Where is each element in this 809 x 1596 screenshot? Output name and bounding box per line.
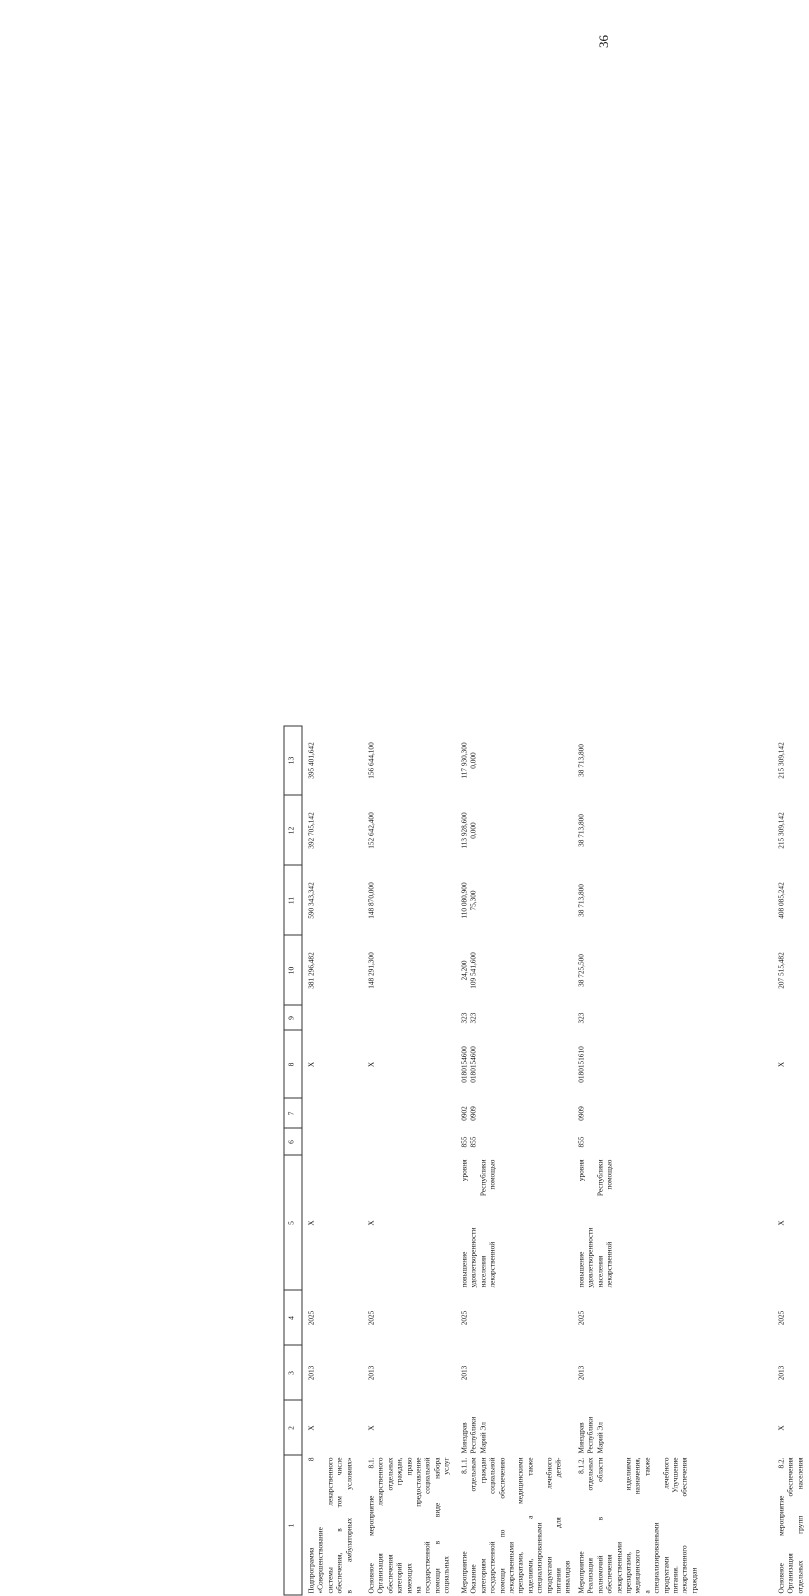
budget-table bbox=[284, 726, 809, 1596]
start-year-cell: 2013 bbox=[776, 1365, 786, 1381]
col-header-1: 1 bbox=[286, 1523, 296, 1528]
page-number: 36 bbox=[596, 35, 611, 48]
executor-cell: X bbox=[366, 1425, 376, 1431]
col-header-6: 6 bbox=[286, 1140, 296, 1144]
program-name-cell: Подпрограмма 8 «Совершенствование системы лекарственного обеспечения, в том числе в амбулаторных условиях» bbox=[306, 1457, 354, 1594]
end-year-cell: 2025 bbox=[459, 1310, 469, 1326]
start-year-cell: 2013 bbox=[459, 1365, 469, 1381]
header-rule bbox=[302, 726, 303, 1596]
program-name-cell: Мероприятие 8.1.1. Оказание отдельным категориям граждан государственной социальной помощи по обеспечению лекарственными препаратами, медицинскими изделиями, а также специализированными продуктами лечебного питания для детей- инвалидов bbox=[459, 1457, 572, 1594]
target-article-cell: X bbox=[306, 1061, 316, 1068]
amount-cell: 148 291,300 bbox=[366, 952, 376, 989]
amount-cell: 117 930,300 0,000 bbox=[459, 742, 478, 779]
amount-cell: 156 644,100 bbox=[366, 742, 376, 779]
col-header-9: 9 bbox=[286, 1016, 296, 1020]
col-header-5: 5 bbox=[286, 1221, 296, 1225]
amount-cell: 215 309,142 bbox=[776, 742, 786, 779]
executor-cell: X bbox=[776, 1425, 786, 1431]
amount-cell: 110 080,900 75,300 bbox=[459, 882, 478, 919]
executor-cell: X bbox=[306, 1425, 316, 1431]
target-article-cell: X bbox=[776, 1061, 786, 1068]
start-year-cell: 2013 bbox=[306, 1365, 316, 1381]
amount-cell: 392 705,142 bbox=[306, 812, 316, 849]
ministry-code-cell: 855 855 bbox=[459, 1136, 478, 1148]
amount-cell: 38 725,500 bbox=[576, 954, 586, 987]
end-year-cell: 2025 bbox=[776, 1310, 786, 1326]
expense-type-cell: 323 323 bbox=[459, 1012, 478, 1024]
section-code-cell: 0909 bbox=[576, 1106, 586, 1121]
amount-cell: 381 296,482 bbox=[306, 952, 316, 989]
expected-result-cell: X bbox=[366, 1220, 376, 1226]
col-header-11: 11 bbox=[286, 896, 296, 905]
amount-cell: 38 713,800 bbox=[576, 744, 586, 777]
ministry-code-cell: 855 bbox=[576, 1136, 586, 1148]
end-year-cell: 2025 bbox=[366, 1310, 376, 1326]
executor-cell: Минздрав Республики Марий Эл bbox=[459, 1416, 488, 1454]
col-header-12: 12 bbox=[286, 826, 296, 835]
amount-cell: 38 713,800 bbox=[576, 884, 586, 917]
target-article-cell: 0180151610 bbox=[576, 1046, 586, 1083]
amount-cell: 408 085,242 bbox=[776, 882, 786, 919]
end-year-cell: 2025 bbox=[576, 1310, 586, 1326]
amount-cell: 152 642,400 bbox=[366, 812, 376, 849]
amount-cell: 38 713,800 bbox=[576, 814, 586, 847]
amount-cell: 148 870,000 bbox=[366, 882, 376, 919]
start-year-cell: 2013 bbox=[576, 1365, 586, 1381]
program-name-cell: Основное мероприятие 8.1. Организация лекарственного обеспечения отдельных категорий граждан, имеющих право на предоставление государственной социальной помощи в виде набора социальных услуг bbox=[366, 1457, 451, 1594]
col-header-13: 13 bbox=[286, 756, 296, 765]
expected-result-cell: X bbox=[776, 1220, 786, 1226]
section-code-cell: 0902 0909 bbox=[459, 1106, 478, 1121]
end-year-cell: 2025 bbox=[306, 1310, 316, 1326]
expected-result-cell: повышение уровня удовлетворенности населения Республики лекарственной помощью bbox=[459, 1159, 497, 1288]
col-header-8: 8 bbox=[286, 1062, 296, 1067]
expected-result-cell: повышение уровня удовлетворенности населения Республики лекарственной помощью bbox=[576, 1159, 614, 1288]
col-header-3: 3 bbox=[286, 1371, 296, 1375]
target-article-cell: X bbox=[366, 1061, 376, 1068]
start-year-cell: 2013 bbox=[366, 1365, 376, 1381]
expected-result-cell: X bbox=[306, 1220, 316, 1226]
expense-type-cell: 323 bbox=[576, 1012, 586, 1024]
program-name-cell: Основное мероприятие 8.2. Организация обеспечения отдельных групп населения bbox=[776, 1457, 805, 1594]
amount-cell: 207 515,482 bbox=[776, 952, 786, 989]
col-header-4: 4 bbox=[286, 1316, 296, 1320]
target-article-cell: 0180154600 0180154600 bbox=[459, 1046, 478, 1083]
amount-cell: 590 343,342 bbox=[306, 882, 316, 919]
program-name-cell: Мероприятие 8.1.2. Реализация отдельных полномочий в области обеспечения лекарственными препаратами, изделиями медицинского назначения, а также специализированными продуктами лечебного питания. Улучшение лекарственного обеспечения граждан bbox=[576, 1457, 699, 1594]
table-top-rule bbox=[284, 726, 285, 1596]
col-header-7: 7 bbox=[286, 1111, 296, 1116]
executor-cell: Минздрав Республики Марий Эл bbox=[576, 1416, 605, 1454]
amount-cell: 113 928,600 0,000 bbox=[459, 812, 478, 849]
col-header-10: 10 bbox=[286, 966, 296, 975]
amount-cell: 215 309,142 bbox=[776, 812, 786, 849]
amount-cell: 24,200 109 541,600 bbox=[459, 952, 478, 989]
col-header-2: 2 bbox=[286, 1426, 296, 1430]
amount-cell: 395 401,642 bbox=[306, 742, 316, 779]
